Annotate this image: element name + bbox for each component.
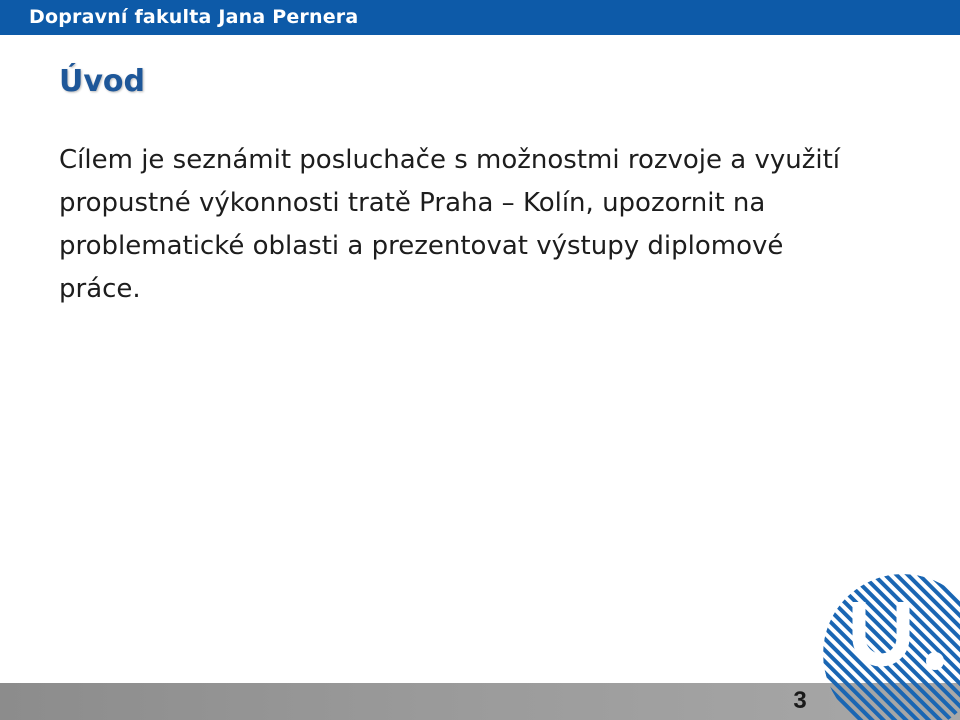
university-logo-icon — [823, 572, 960, 720]
slide-number: 3 — [793, 687, 807, 714]
slide-title: Úvod — [59, 64, 146, 99]
header-bar — [0, 0, 960, 35]
slide-body-text: Cílem je seznámit posluchače s možnostmi rozvoje a využití propustné výkonnosti tratě Praha – Kolín, upozornit na problematické oblasti a prezentovat výstupy diplomové práce. — [59, 145, 841, 304]
faculty-name: Dopravní fakulta Jana Pernera — [29, 6, 359, 28]
